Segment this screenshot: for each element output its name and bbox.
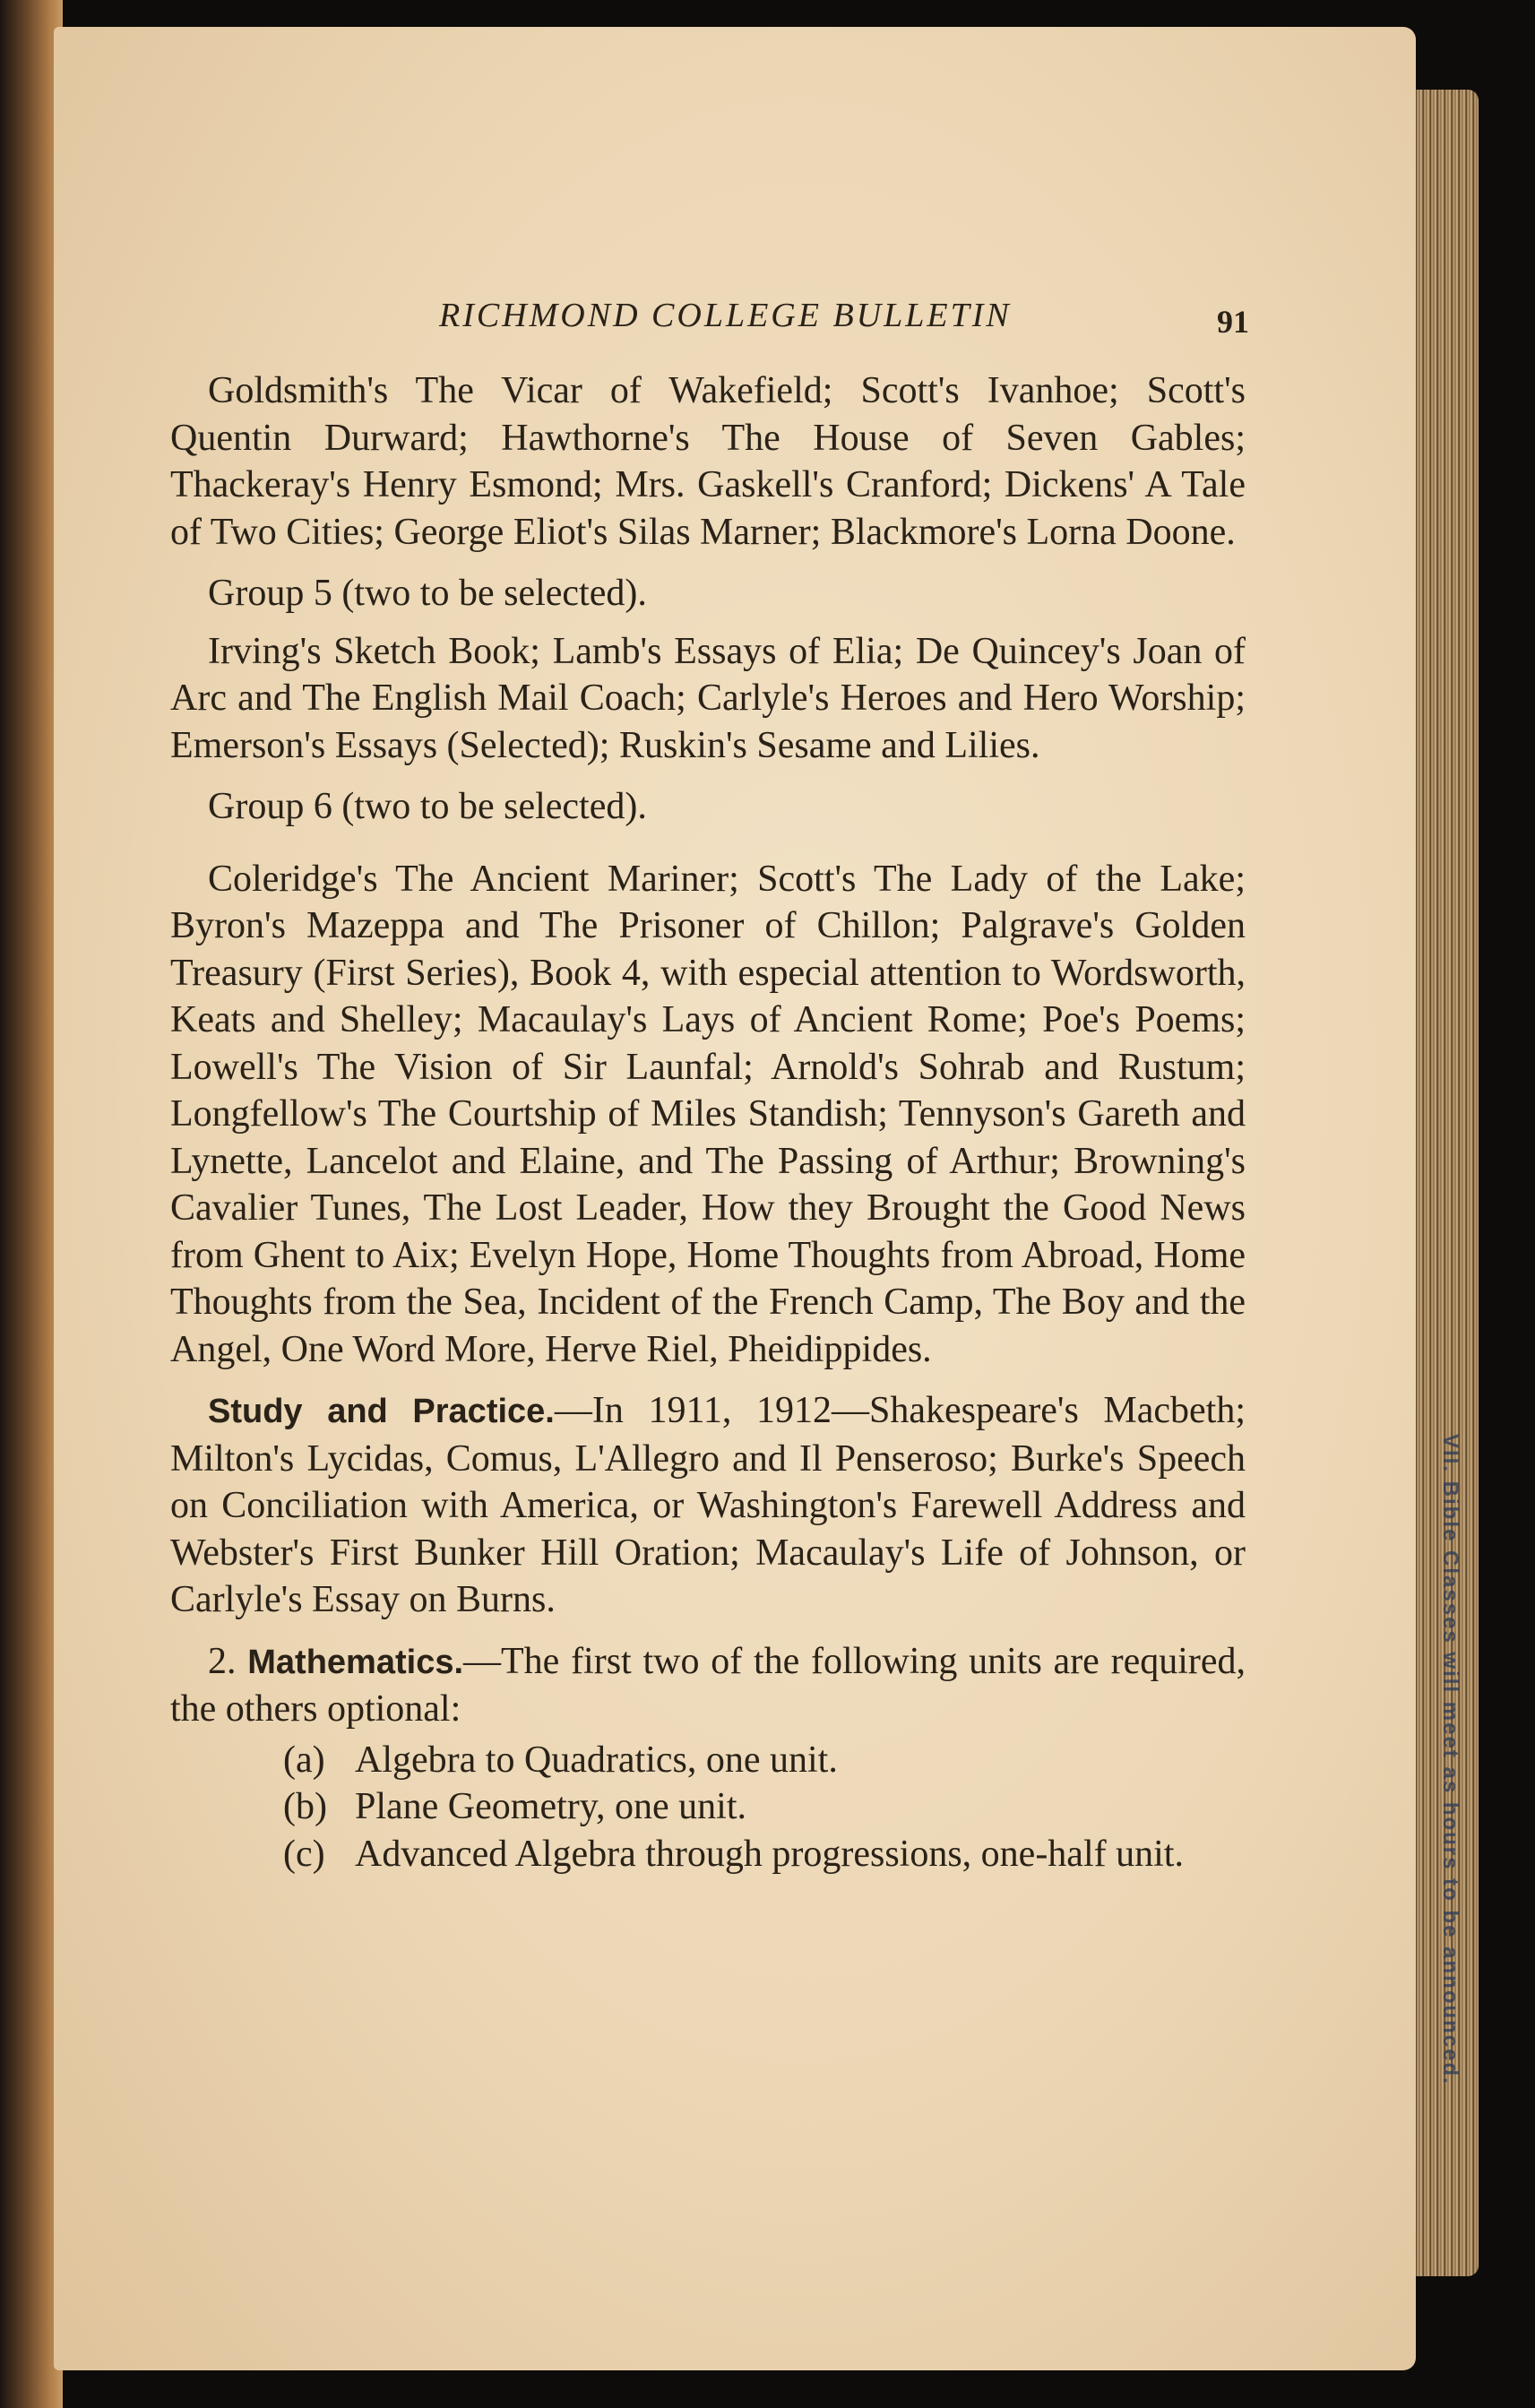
list-item (283, 1831, 1246, 1878)
paragraph-study-and-practice (170, 1387, 1246, 1624)
body-text (170, 367, 1246, 1877)
paragraph-group-4-list: Goldsmith's The Vicar of Wakefield; Scott's Ivanhoe; Scott's Quentin Durward; Hawthorne's The House of Seven Gables; Thackeray's Henry Esmond; Mrs. Gaskell's Cranford; Dickens' A Tale of Two Cities; George Eliot's Silas Marner; Blackmore's Lorna Doone. (170, 370, 1246, 553)
group-5-heading: Group 5 (two to be selected). (208, 573, 647, 614)
running-head: RICHMOND COLLEGE BULLETIN (439, 297, 1012, 334)
paragraph-group-6-list: Coleridge's The Ancient Mariner; Scott's The Lady of the Lake; Byron's Mazeppa and The Prisoner of Chillon; Palgrave's Golden Treasury (First Series), Book 4, with especial attention to Wordsworth, Keats and Shelley; Macaulay's Lays of Ancient Rome; Poe's Poems; Lowell's The Vision of Sir Launfal; Arnold's Sohrab and Rustum; Longfellow's The Courtship of Miles Standish; Tennyson's Gareth and Lynette, Lancelot and Elaine, and The Passing of Arthur; Browning's Cavalier Tunes, The Lost Leader, How they Brought the Good News from Ghent to Aix; Evelyn Hope, Home Thoughts from Abroad, Home Thoughts from the Sea, Incident of the French Camp, The Boy and the Angel, One Word More, Herve Riel, Pheidippides. (170, 858, 1246, 1370)
group-6-heading: Group 6 (two to be selected). (208, 786, 647, 827)
list-item-label: (a) (283, 1739, 325, 1781)
study-practice-lead: Study and Practice. (208, 1393, 555, 1430)
list-item-label: (b) (283, 1786, 327, 1827)
study-practice-text: —In 1911, 1912—Shakespeare's Macbeth; Milton's Lycidas, Comus, L'Allegro and Il Penseroso; Burke's Speech on Conciliation with America, or Washington's Farewell Address and Webster's First Bunker Hill Oration; Macaulay's Life of Johnson, or Carlyle's Essay on Burns. (170, 1390, 1246, 1620)
math-unit-list (170, 1737, 1246, 1878)
list-item (283, 1737, 1246, 1784)
fore-edge-text: VII. Bible Classes will meet as hours to be announced. (1438, 1434, 1462, 2085)
math-lead: Mathematics. (247, 1643, 464, 1681)
math-section-number: 2. (208, 1640, 237, 1682)
list-item (283, 1783, 1246, 1831)
list-item-text: Advanced Algebra through progressions, one-half unit. (355, 1833, 1184, 1875)
list-item-label: (c) (283, 1833, 325, 1875)
list-item-text: Algebra to Quadratics, one unit. (355, 1739, 838, 1781)
list-item-text: Plane Geometry, one unit. (355, 1786, 747, 1827)
page-number: 91 (1217, 304, 1249, 340)
paragraph-group-5-list: Irving's Sketch Book; Lamb's Essays of Elia; De Quincey's Joan of Arc and The English Mail Coach; Carlyle's Heroes and Hero Worship; Emerson's Essays (Selected); Ruskin's Sesame and Lilies. (170, 630, 1246, 766)
math-text: —The first two of the following units are required, the others optional: (170, 1640, 1246, 1730)
paragraph-mathematics (170, 1638, 1246, 1733)
